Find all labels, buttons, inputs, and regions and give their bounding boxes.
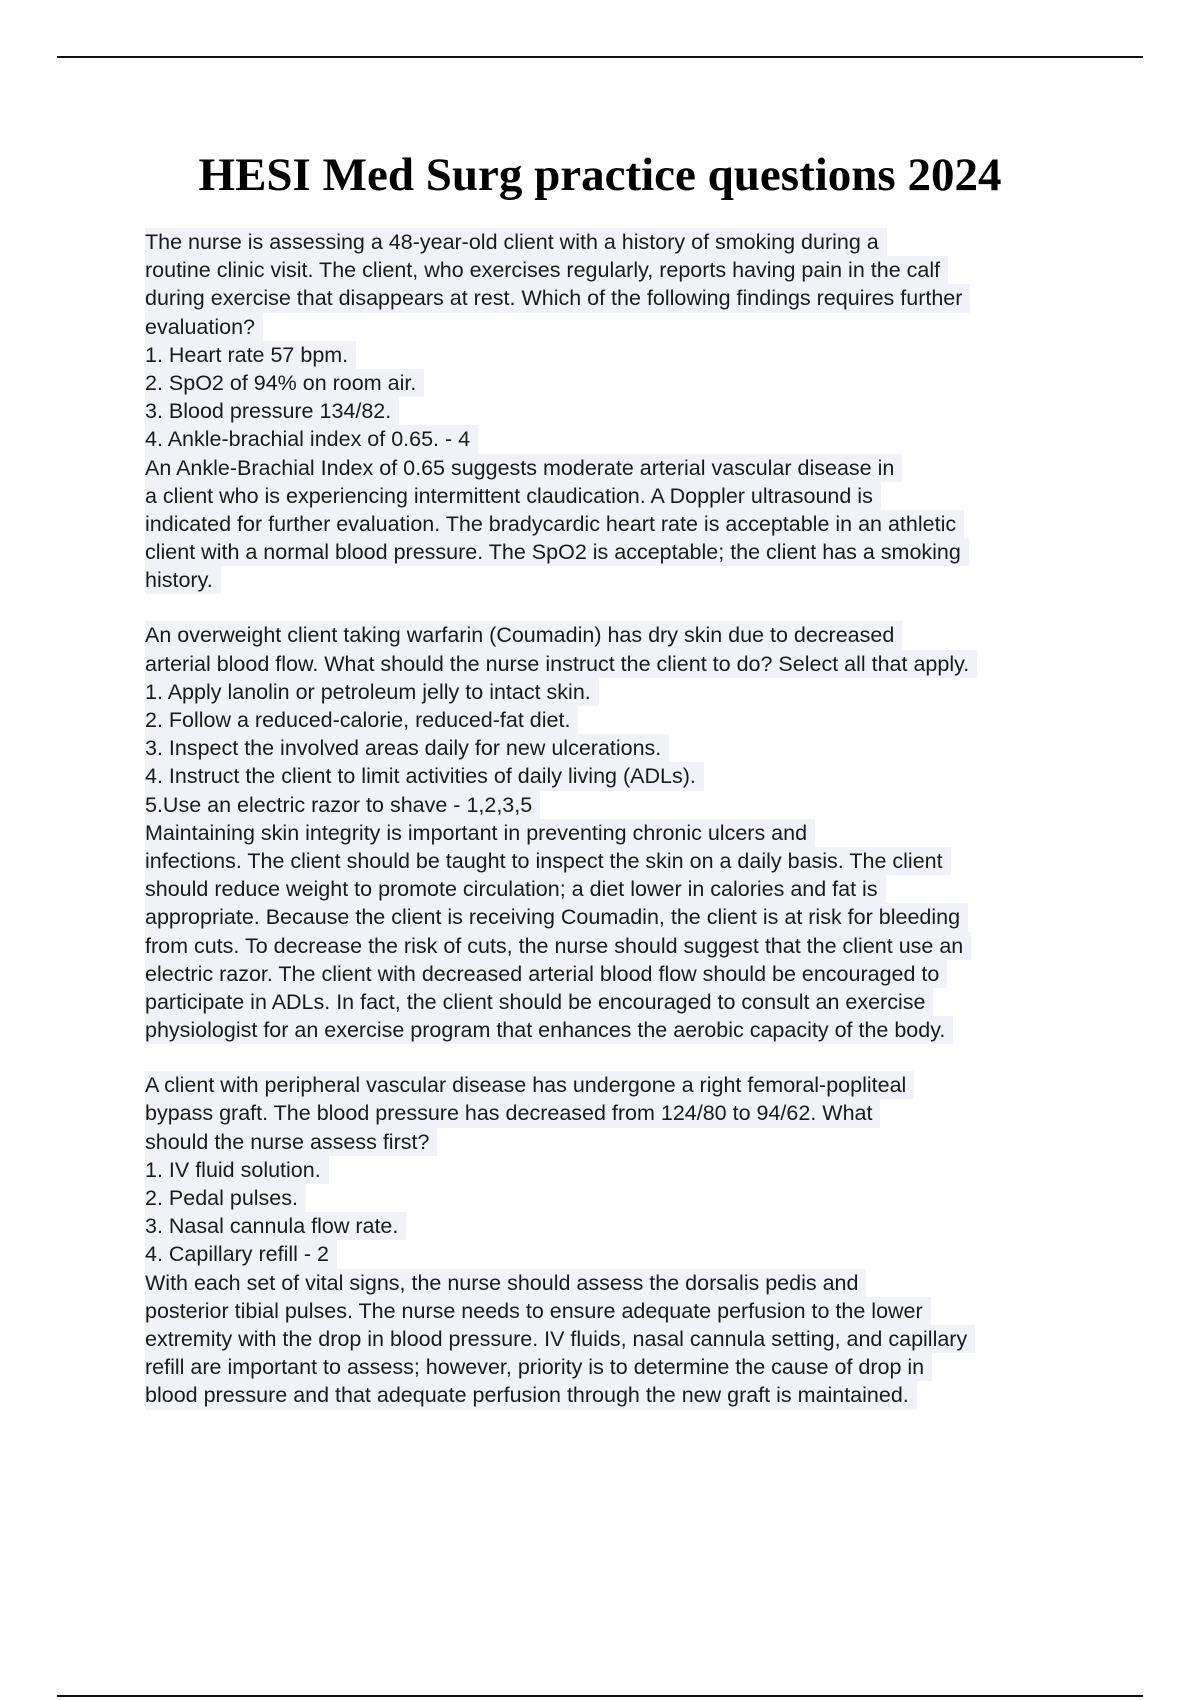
rationale-line: Maintaining skin integrity is important in preventing chronic ulcers and — [145, 819, 1145, 847]
text-line: An overweight client taking warfarin (Coumadin) has dry skin due to decreased — [145, 621, 1145, 649]
rationale-line: posterior tibial pulses. The nurse needs to ensure adequate perfusion to the lower — [145, 1297, 1145, 1325]
answer-option: 1. IV fluid solution. — [145, 1156, 1145, 1184]
answer-option: 2. Pedal pulses. — [145, 1184, 1145, 1212]
bottom-rule — [57, 1695, 1143, 1697]
text-line: evaluation? — [145, 313, 1145, 341]
text-line: during exercise that disappears at rest. Which of the following findings requires further — [145, 284, 1145, 312]
answer-option: 3. Inspect the involved areas daily for new ulcerations. — [145, 734, 1145, 762]
rationale-line: from cuts. To decrease the risk of cuts, the nurse should suggest that the client use an — [145, 932, 1145, 960]
rationale-line: refill are important to assess; however, priority is to determine the cause of drop in — [145, 1353, 1145, 1381]
answer-option: 1. Apply lanolin or petroleum jelly to intact skin. — [145, 678, 1145, 706]
rationale-line: An Ankle-Brachial Index of 0.65 suggests moderate arterial vascular disease in — [145, 454, 1145, 482]
text-line: The nurse is assessing a 48-year-old client with a history of smoking during a — [145, 228, 1145, 256]
answer-option: 4. Instruct the client to limit activities of daily living (ADLs). — [145, 762, 1145, 790]
document-body — [145, 228, 1145, 1410]
rationale-line: participate in ADLs. In fact, the client should be encouraged to consult an exercise — [145, 988, 1145, 1016]
rationale-line: indicated for further evaluation. The bradycardic heart rate is acceptable in an athletic — [145, 510, 1145, 538]
document-title: HESI Med Surg practice questions 2024 — [198, 149, 1002, 201]
text-line: routine clinic visit. The client, who exercises regularly, reports having pain in the calf — [145, 256, 1145, 284]
text-line: bypass graft. The blood pressure has decreased from 124/80 to 94/62. What — [145, 1099, 1145, 1127]
answer-option: 2. Follow a reduced-calorie, reduced-fat diet. — [145, 706, 1145, 734]
rationale-line: blood pressure and that adequate perfusion through the new graft is maintained. — [145, 1381, 1145, 1409]
rationale-line: a client who is experiencing intermittent claudication. A Doppler ultrasound is — [145, 482, 1145, 510]
answer-option: 5.Use an electric razor to shave - 1,2,3,5 — [145, 791, 1145, 819]
question-block-2 — [145, 621, 1145, 1044]
question-block-1 — [145, 228, 1145, 594]
answer-option: 3. Blood pressure 134/82. — [145, 397, 1145, 425]
rationale-line: infections. The client should be taught to inspect the skin on a daily basis. The client — [145, 847, 1145, 875]
answer-option: 4. Capillary refill - 2 — [145, 1240, 1145, 1268]
text-line: A client with peripheral vascular disease has undergone a right femoral-popliteal — [145, 1071, 1145, 1099]
rationale-line: should reduce weight to promote circulation; a diet lower in calories and fat is — [145, 875, 1145, 903]
rationale-line: With each set of vital signs, the nurse should assess the dorsalis pedis and — [145, 1269, 1145, 1297]
rationale-line: extremity with the drop in blood pressure. IV fluids, nasal cannula setting, and capillary — [145, 1325, 1145, 1353]
text-line: should the nurse assess first? — [145, 1128, 1145, 1156]
answer-option: 3. Nasal cannula flow rate. — [145, 1212, 1145, 1240]
top-rule — [57, 56, 1143, 58]
text-line: arterial blood flow. What should the nurse instruct the client to do? Select all that apply. — [145, 650, 1145, 678]
question-block-3 — [145, 1071, 1145, 1409]
rationale-line: physiologist for an exercise program that enhances the aerobic capacity of the body. — [145, 1016, 1145, 1044]
rationale-line: history. — [145, 566, 1145, 594]
rationale-line: electric razor. The client with decreased arterial blood flow should be encouraged to — [145, 960, 1145, 988]
answer-option: 2. SpO2 of 94% on room air. — [145, 369, 1145, 397]
rationale-line: appropriate. Because the client is receiving Coumadin, the client is at risk for bleeding — [145, 903, 1145, 931]
answer-option: 1. Heart rate 57 bpm. — [145, 341, 1145, 369]
rationale-line: client with a normal blood pressure. The SpO2 is acceptable; the client has a smoking — [145, 538, 1145, 566]
answer-option: 4. Ankle-brachial index of 0.65. - 4 — [145, 425, 1145, 453]
